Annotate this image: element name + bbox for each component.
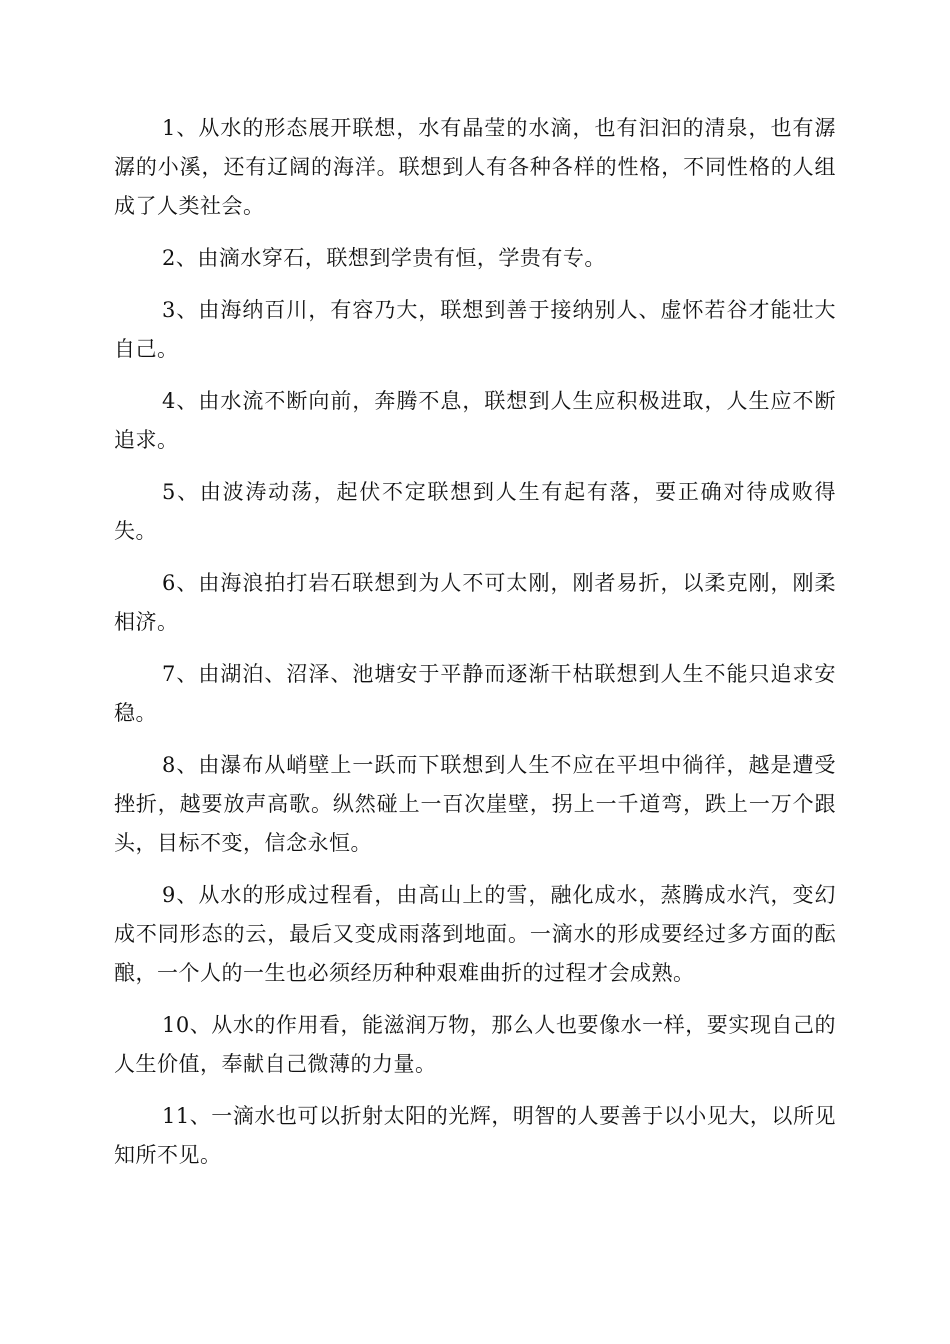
paragraph-3: 3、由海纳百川，有容乃大，联想到善于接纳别人、虚怀若谷才能壮大自己。 xyxy=(114,298,836,361)
paragraph-5: 5、由波涛动荡，起伏不定联想到人生有起有落，要正确对待成败得失。 xyxy=(114,480,836,543)
paragraph-6: 6、由海浪拍打岩石联想到为人不可太刚，刚者易折，以柔克刚，刚柔相济。 xyxy=(114,571,836,634)
paragraph-4: 4、由水流不断向前，奔腾不息，联想到人生应积极进取，人生应不断追求。 xyxy=(114,389,836,452)
paragraph-7: 7、由湖泊、沼泽、池塘安于平静而逐渐干枯联想到人生不能只追求安稳。 xyxy=(114,662,836,725)
paragraph-11: 11、一滴水也可以折射太阳的光辉，明智的人要善于以小见大，以所见知所不见。 xyxy=(114,1104,836,1167)
paragraph-2: 2、由滴水穿石，联想到学贵有恒，学贵有专。 xyxy=(162,246,606,270)
paragraph-8: 8、由瀑布从峭壁上一跃而下联想到人生不应在平坦中徜徉，越是遭受挫折，越要放声高歌。纵然碰上一百次崖壁，拐上一千道弯，跌上一万个跟头，目标不变，信念永恒。 xyxy=(114,753,836,855)
paragraph-9: 9、从水的形成过程看，由高山上的雪，融化成水，蒸腾成水汽，变幻成不同形态的云，最后又变成雨落到地面。一滴水的形成要经过多方面的酝酿，一个人的一生也必须经历种种艰难曲折的过程才会成熟。 xyxy=(114,883,836,985)
document-body xyxy=(114,109,836,1188)
paragraph-10: 10、从水的作用看，能滋润万物，那么人也要像水一样，要实现自己的人生价值，奉献自己微薄的力量。 xyxy=(114,1013,836,1076)
paragraph-1: 1、从水的形态展开联想，水有晶莹的水滴，也有汩汩的清泉，也有潺潺的小溪，还有辽阔的海洋。联想到人有各种各样的性格，不同性格的人组成了人类社会。 xyxy=(114,116,836,218)
